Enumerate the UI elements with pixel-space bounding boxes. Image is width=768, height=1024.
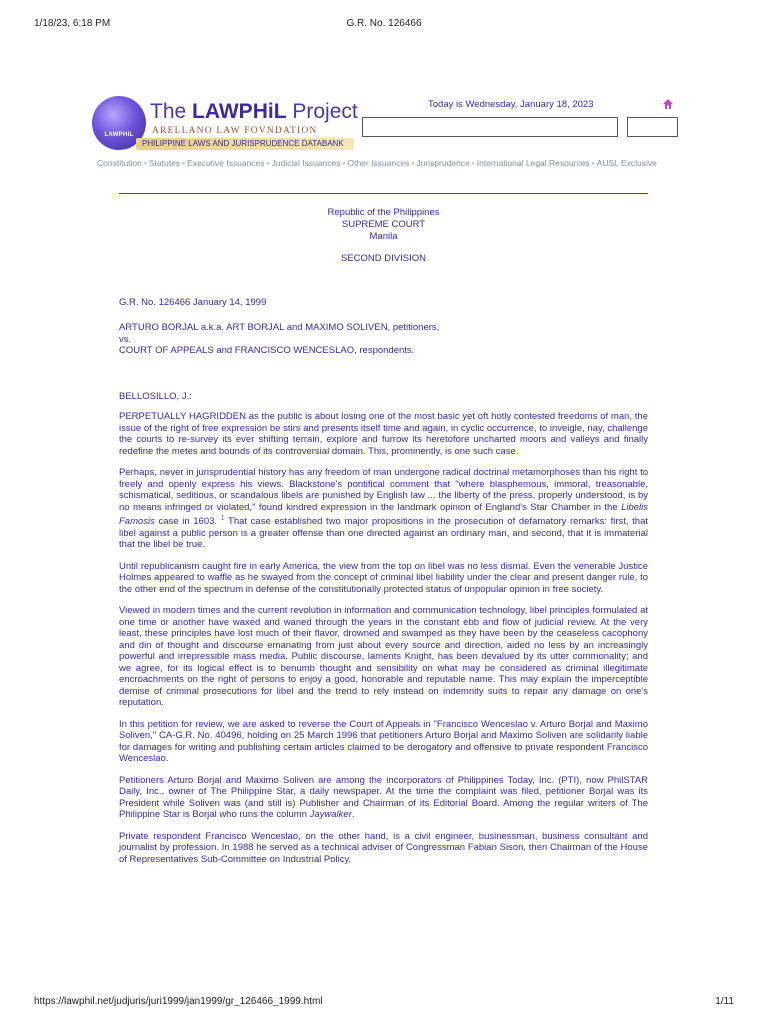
logo-databank-text: PHILIPPINE LAWS AND JURISPRUDENCE DATABANK — [142, 139, 344, 148]
nav-executive-issuances[interactable]: Executive Issuances — [187, 158, 265, 168]
print-page-number: 1/11 — [715, 996, 734, 1007]
court-division: SECOND DIVISION — [341, 253, 426, 264]
versus: vs. — [119, 333, 132, 345]
search-button[interactable] — [627, 117, 678, 137]
paragraph-2 — [119, 467, 648, 551]
decision-body — [119, 411, 648, 875]
paragraph-3: Until republicanism caught fire in early America, the view from the top on libel was no less dismal. Even the venerable Justice Holmes appeared to waffle as he swayed from the concept of criminal libel liability under the clear and present danger rule, to the other end of the spectrum in defense of the constitutionally protected status of unpopular opinion in free society. — [119, 560, 648, 595]
petitioners: ARTURO BORJAL a.k.a. ART BORJAL and MAXIMO SOLIVEN, petitioners, — [119, 322, 440, 333]
case-number-date: G.R. No. 126466 January 14, 1999 — [119, 297, 267, 308]
print-url: https://lawphil.net/judjuris/juri1999/jan1999/gr_126466_1999.html — [34, 996, 323, 1007]
nav-separator: • — [182, 158, 186, 168]
paragraph-2-text-b: case in 1603. — [154, 516, 221, 528]
print-header — [34, 18, 734, 32]
paragraph-6-text-a: Petitioners Arturo Borjal and Maximo Soliven are among the incorporators of Philippines Today, Inc. (PTI), now PhilSTAR Daily, Inc., owner of The Philippine Star, a daily newspaper. At the time the complaint was filed, petitioner Borjal was its President while Soliven was (and still is) Publisher and Chairman of its Editorial Board. Among the regular writers of The Philippine Star is Borjal who runs the column — [119, 774, 648, 821]
ponente: BELLOSILLO, J.: — [119, 391, 192, 402]
nav-separator: • — [411, 158, 415, 168]
paragraph-2-text-c: That case established two major propositions in the prosecution of defamatory remarks: first, that libel against a public person is a greater offense than one directed against an ordinary man, and second, that it is immaterial that the libel be true. — [119, 516, 649, 551]
nav-separator: • — [591, 158, 595, 168]
paragraph-2-case-name: Libelis Famosis — [119, 501, 648, 528]
case-parties — [119, 322, 439, 357]
court-header — [119, 207, 648, 243]
nav-ausl-exclusive[interactable]: AUSL Exclusive — [596, 158, 657, 168]
column-name: Jaywalker — [309, 809, 352, 821]
paragraph-5: In this petition for review, we are asked to reverse the Court of Appeals in "Francisco Wenceslao v. Arturo Borjal and Maximo Soliven," CA-G.R. No. 40496, holding on 25 March 1996 that petitioners Arturo Borjal and Maximo Soliven are solidarily liable for damages for writing and publishing certain articles claimed to be derogatory and offensive to private respondent Francisco Wenceslao. — [119, 718, 648, 765]
nav-judicial-issuances[interactable]: Judicial Issuances — [271, 158, 341, 168]
main-nav — [97, 158, 657, 168]
search-input[interactable] — [362, 117, 618, 137]
footnote-link-1[interactable]: 1 — [220, 515, 225, 522]
nav-jurisprudence[interactable]: Jurisprudence — [416, 158, 470, 168]
print-datetime: 1/18/23, 6:18 PM — [34, 18, 111, 29]
nav-separator: • — [266, 158, 270, 168]
paragraph-2-text-a: Perhaps, never in jurisprudential history has any freedom of man undergone radical doctrinal metamorphoses than his right to freely and openly express his views. Blackstone's pontifical comment that "where blasphemous, immoral, treasonable, schismatical, seditious, or scandalous libels are punished by English law ... the liberty of the press, properly understood, is by no means infringed or violated," found kindred expression in the landmark opinion of England's Star Chamber in the — [119, 467, 648, 513]
logo-title-bold: LAWPHiL — [192, 100, 287, 123]
court-name: SUPREME COURT — [341, 219, 426, 230]
logo-databank-bar — [136, 138, 354, 150]
seal-label: LAWPHIL — [104, 132, 134, 138]
paragraph-1: PERPETUALLY HAGRIDDEN as the public is about losing one of the most basic yet oft hotly contested freedoms of man, the issue of the right of free expression be stirs and presents itself time and again, in cyclic occurrence, to inveigle, nay, challenge the courts to re-survey its ever shifting terrain, explore and furrow its heretofore uncharted moors and valleys and finally redefine the metes and bounds of its controversial domain. This, prominently, is one such case. — [119, 411, 648, 457]
nav-separator: • — [143, 158, 147, 168]
nav-separator: • — [471, 158, 475, 168]
nav-statutes[interactable]: Statutes — [148, 158, 181, 168]
respondents: COURT OF APPEALS and FRANCISCO WENCESLAO, respondents. — [119, 345, 415, 356]
home-icon[interactable] — [662, 98, 674, 110]
divider — [119, 193, 648, 194]
paragraph-7: Private respondent Francisco Wenceslao, on the other hand, is a civil engineer, businessman, business consultant and journalist by profession. In 1988 he served as a technical adviser of Congressman Fabian Sison, then Chairman of the House of Representatives Sub-Committee on Industrial Policy. — [119, 830, 648, 865]
lawphil-logo[interactable] — [92, 96, 358, 156]
print-title: G.R. No. 126466 — [346, 18, 422, 29]
court-city: Manila — [369, 231, 398, 242]
nav-international-legal-resources[interactable]: International Legal Resources — [476, 158, 590, 168]
paragraph-4: Viewed in modern times and the current revolution in information and communication technology, libel principles formulated at one time or another have waxed and waned through the years in the constant ebb and flow of judicial review. At the very least, these principles have lost much of their flavor, drowned and swamped as they have been by the ceaseless cacophony and din of thought and discourse emanating from just about every source and direction, aided no less by an increasingly powerful and irrepressible mass media. Public discourse, laments Knight, has been devalued by its utter commonality; and we agree, for its logical effect is to benumb thought and sensibility on what may be considered as criminal illegitimate encroachments on the right of persons to enjoy a good, honorable and reputable name. This may explain the imperceptible demise of criminal prosecutions for libel and the trend to rely instead on indemnity suits to repair any damage on one's reputation. — [119, 605, 648, 709]
logo-title-prefix: The — [150, 100, 193, 123]
nav-other-issuances[interactable]: Other Issuances — [347, 158, 410, 168]
today-date: Today is Wednesday, January 18, 2023 — [428, 99, 594, 110]
print-footer — [34, 996, 734, 1010]
logo-title-suffix: Project — [286, 100, 358, 123]
republic-line: Republic of the Philippines — [327, 207, 440, 218]
nav-separator: • — [342, 158, 346, 168]
nav-constitution[interactable]: Constitution — [97, 158, 142, 168]
paragraph-6 — [119, 775, 648, 821]
logo-title — [150, 100, 358, 124]
paragraph-6-text-b: . — [351, 809, 355, 821]
logo-subtitle: ARELLANO LAW FOVNDATION — [152, 126, 318, 136]
